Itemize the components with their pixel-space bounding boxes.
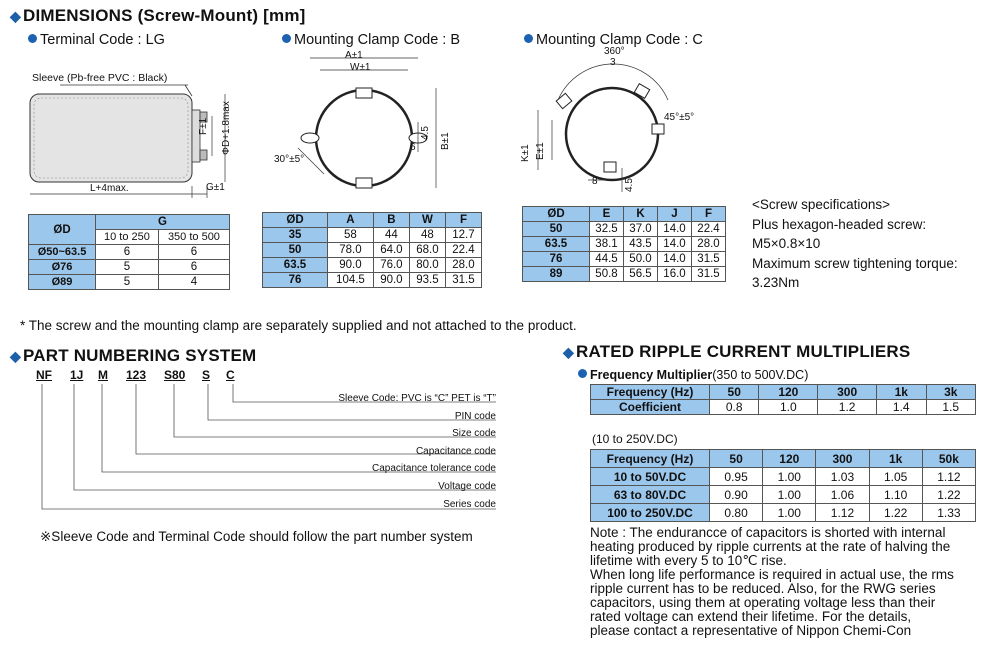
- screw-specs: [752, 195, 958, 293]
- table-cell: 50: [263, 243, 328, 258]
- table-cell: 90.0: [373, 273, 409, 288]
- table-cell: 16.0: [658, 267, 692, 282]
- table-header: 50: [710, 450, 763, 468]
- c-360-label: 360°: [604, 46, 625, 57]
- table-cell: 93.5: [409, 273, 445, 288]
- part-code-labels: [330, 390, 496, 513]
- table-row: [29, 245, 230, 260]
- label-size: Size code: [452, 428, 496, 440]
- bullet-icon: [524, 34, 533, 43]
- c-angle-label: 45°±5°: [664, 112, 695, 123]
- table-cell: 6: [158, 245, 229, 260]
- terminal-g-table: [28, 214, 230, 290]
- table-row: [263, 228, 482, 243]
- code-series: NF: [36, 368, 52, 382]
- table-header: B: [373, 213, 409, 228]
- label-voltage: Voltage code: [438, 480, 496, 492]
- table-cell: 1.5: [926, 400, 976, 415]
- c-3-label: 3: [610, 57, 616, 68]
- table-row: [29, 260, 230, 275]
- k-dim-label: K±1: [520, 144, 531, 162]
- code-tolerance: M: [98, 368, 108, 382]
- table-cell: 28.0: [445, 258, 481, 273]
- note-line: When long life performance is required in actual use, the rms: [590, 567, 954, 582]
- bullet-icon: [28, 34, 37, 43]
- table-cell: 44.5: [590, 252, 624, 267]
- table-cell: 76: [263, 273, 328, 288]
- table-cell: 6: [158, 260, 229, 275]
- table-cell: 1.33: [922, 504, 975, 522]
- table-header: K: [624, 207, 658, 222]
- table-cell: 10 to 50V.DC: [591, 468, 710, 486]
- table-header: 1k: [877, 385, 926, 400]
- table-cell: 64.0: [373, 243, 409, 258]
- note-line: heating produced by ripple currents at the rate of halving the: [590, 539, 951, 554]
- table-row: [523, 252, 726, 267]
- b-angle-label: 30°±5°: [274, 154, 305, 165]
- table-cell: 104.5: [328, 273, 374, 288]
- terminal-code-label: Terminal Code : LG: [28, 32, 165, 48]
- table-header: W: [409, 213, 445, 228]
- screw-specs-line: Maximum screw tightening torque:: [752, 255, 958, 271]
- table-cell: 22.4: [445, 243, 481, 258]
- table-row: [523, 222, 726, 237]
- table-cell: 38.1: [590, 237, 624, 252]
- table-subheader: 10 to 250: [96, 230, 159, 245]
- table-cell: 43.5: [624, 237, 658, 252]
- table-cell: 1.00: [763, 468, 816, 486]
- ripple-table-10-250: [590, 449, 976, 522]
- table-cell: 1.22: [922, 486, 975, 504]
- b-dim-label: B±1: [440, 132, 451, 150]
- table-cell: 0.8: [710, 400, 759, 415]
- table-cell: 78.0: [328, 243, 374, 258]
- table-row: [263, 243, 482, 258]
- table-cell: Ø89: [29, 275, 96, 290]
- ripple-note: [590, 526, 990, 638]
- table-header: ØD: [263, 213, 328, 228]
- table-cell: 58: [328, 228, 374, 243]
- table-cell: Ø76: [29, 260, 96, 275]
- table-cell: 56.5: [624, 267, 658, 282]
- table-cell: 90.0: [328, 258, 374, 273]
- clamp-c-table: [522, 206, 726, 282]
- table-cell: 1.05: [869, 468, 922, 486]
- note-line: Note : The endurancce of capacitors is shorted with internal: [590, 525, 946, 540]
- dimensions-heading: ◆ DIMENSIONS (Screw-Mount) [mm]: [10, 6, 306, 25]
- table-cell: 12.7: [445, 228, 481, 243]
- table-cell: 35: [263, 228, 328, 243]
- b-45-dim-label: 4.5: [420, 126, 431, 140]
- table-header: F: [692, 207, 726, 222]
- phi-d-dim-label: ΦD+1.8max: [221, 101, 232, 155]
- screw-specs-line: Plus hexagon-headed screw:: [752, 216, 927, 232]
- table-header: 300: [816, 450, 869, 468]
- table-cell: 14.0: [658, 222, 692, 237]
- g-dim-label: G±1: [206, 182, 225, 193]
- code-voltage: 1J: [70, 368, 84, 382]
- code-size: S80: [164, 368, 186, 382]
- table-cell: 1.22: [869, 504, 922, 522]
- screw-specs-title: <Screw specifications>: [752, 197, 891, 212]
- table-cell: 0.95: [710, 468, 763, 486]
- label-tolerance: Capacitance tolerance code: [372, 463, 496, 475]
- note-line: lifetime with every 5 to 10℃ rise.: [590, 553, 787, 568]
- note-line: capacitors, using them at operating voltage less than their: [590, 595, 936, 610]
- table-cell: 1.00: [763, 504, 816, 522]
- table-cell: 89: [523, 267, 590, 282]
- table-cell: 28.0: [692, 237, 726, 252]
- table-cell: 1.06: [816, 486, 869, 504]
- table-cell: 1.00: [763, 486, 816, 504]
- table-row: [591, 400, 976, 415]
- diamond-bullet-icon: ◆: [10, 348, 21, 364]
- a-dim-label: A±1: [345, 50, 363, 61]
- table-cell: 63.5: [263, 258, 328, 273]
- table-cell: 32.5: [590, 222, 624, 237]
- c-45-label: 4.5: [624, 178, 635, 192]
- table-cell: 80.0: [409, 258, 445, 273]
- table-row: [591, 504, 976, 522]
- bullet-icon: [578, 369, 587, 378]
- table-cell: 68.0: [409, 243, 445, 258]
- table-cell: 63.5: [523, 237, 590, 252]
- table-cell: 0.90: [710, 486, 763, 504]
- table-cell: 50.0: [624, 252, 658, 267]
- range-label: (10 to 250V.DC): [592, 432, 678, 446]
- table-subheader: 350 to 500: [158, 230, 229, 245]
- ripple-heading: ◆ RATED RIPPLE CURRENT MULTIPLIERS: [563, 342, 911, 361]
- table-cell: 31.5: [692, 252, 726, 267]
- table-header: ØD: [523, 207, 590, 222]
- table-cell: 1.03: [816, 468, 869, 486]
- table-cell: 1.12: [816, 504, 869, 522]
- table-cell: 1.10: [869, 486, 922, 504]
- code-sleeve: C: [226, 368, 235, 382]
- table-row: [523, 237, 726, 252]
- table-cell: 14.0: [658, 252, 692, 267]
- table-row: [523, 267, 726, 282]
- note-line: ripple current has to be reduced. Also, for the RWG series: [590, 581, 936, 596]
- table-cell: 76: [523, 252, 590, 267]
- screw-specs-line: M5×0.8×10: [752, 236, 821, 251]
- table-cell: 50: [523, 222, 590, 237]
- f-dim-label: F±1: [198, 117, 209, 135]
- table-cell: 0.80: [710, 504, 763, 522]
- clamp-b-label: Mounting Clamp Code : B: [282, 32, 460, 48]
- ripple-table-350-500: [590, 384, 976, 415]
- label-pin: PIN code: [454, 410, 496, 422]
- sleeve-label: Sleeve (Pb-free PVC : Black): [32, 72, 168, 84]
- table-row: [591, 468, 976, 486]
- w-dim-label: W±1: [350, 62, 371, 73]
- screw-specs-line: 3.23Nm: [752, 275, 800, 290]
- table-header: E: [590, 207, 624, 222]
- table-header: F: [445, 213, 481, 228]
- table-row: [263, 273, 482, 288]
- table-header: ØD: [29, 215, 96, 245]
- table-header: Frequency (Hz): [591, 385, 710, 400]
- table-cell: 100 to 250V.DC: [591, 504, 710, 522]
- table-cell: Ø50~63.5: [29, 245, 96, 260]
- table-cell: 1.0: [759, 400, 818, 415]
- note-line: rated voltage can extend their lifetime. For the details,: [590, 609, 912, 624]
- table-header: 1k: [869, 450, 922, 468]
- table-cell: 1.2: [818, 400, 877, 415]
- table-cell: 6: [96, 245, 159, 260]
- bullet-icon: [282, 34, 291, 43]
- freq-multiplier-label: Frequency Multiplier(350 to 500V.DC): [578, 368, 808, 382]
- table-header: J: [658, 207, 692, 222]
- b-6-dim-label: 6: [410, 142, 416, 153]
- table-cell: 50.8: [590, 267, 624, 282]
- table-header: A: [328, 213, 374, 228]
- label-sleeve: Sleeve Code: PVC is “C” PET is “T”: [338, 393, 496, 404]
- table-cell: 31.5: [692, 267, 726, 282]
- table-header: Frequency (Hz): [591, 450, 710, 468]
- table-row: [591, 486, 976, 504]
- part-numbering-heading: ◆ PART NUMBERING SYSTEM: [10, 346, 257, 365]
- table-cell: 76.0: [373, 258, 409, 273]
- table-cell: 31.5: [445, 273, 481, 288]
- table-header: 120: [763, 450, 816, 468]
- table-cell: Coefficient: [591, 400, 710, 415]
- table-cell: 14.0: [658, 237, 692, 252]
- c-8-label: 8: [592, 176, 598, 187]
- note-line: please contact a representative of Nippon Chemi-Con: [590, 623, 912, 638]
- table-row: [263, 258, 482, 273]
- clamp-c-label: Mounting Clamp Code : C: [524, 32, 703, 48]
- label-series: Series code: [443, 498, 496, 510]
- clamp-b-table: [262, 212, 482, 288]
- table-cell: 4: [158, 275, 229, 290]
- table-header: 120: [759, 385, 818, 400]
- clamp-c-drawing: [518, 50, 718, 200]
- code-pin: S: [202, 368, 211, 382]
- label-capacitance: Capacitance code: [415, 445, 496, 457]
- table-cell: 44: [373, 228, 409, 243]
- table-cell: 1.12: [922, 468, 975, 486]
- table-cell: 63 to 80V.DC: [591, 486, 710, 504]
- diamond-bullet-icon: ◆: [563, 344, 574, 360]
- table-cell: 37.0: [624, 222, 658, 237]
- e-dim-label: E±1: [535, 142, 546, 160]
- table-cell: 1.4: [877, 400, 926, 415]
- code-capacitance: 123: [126, 368, 147, 382]
- table-cell: 22.4: [692, 222, 726, 237]
- table-header: G: [96, 215, 230, 230]
- diamond-bullet-icon: ◆: [10, 8, 21, 24]
- table-cell: 5: [96, 275, 159, 290]
- l-dim-label: L+4max.: [90, 183, 129, 194]
- table-header: 50k: [922, 450, 975, 468]
- table-header: 3k: [926, 385, 976, 400]
- table-header: 50: [710, 385, 759, 400]
- table-cell: 5: [96, 260, 159, 275]
- table-header: 300: [818, 385, 877, 400]
- table-row: [29, 275, 230, 290]
- footnote: * The screw and the mounting clamp are separately supplied and not attached to the product.: [20, 318, 577, 333]
- table-cell: 48: [409, 228, 445, 243]
- part-number-note: ※Sleeve Code and Terminal Code should follow the part number system: [40, 529, 473, 544]
